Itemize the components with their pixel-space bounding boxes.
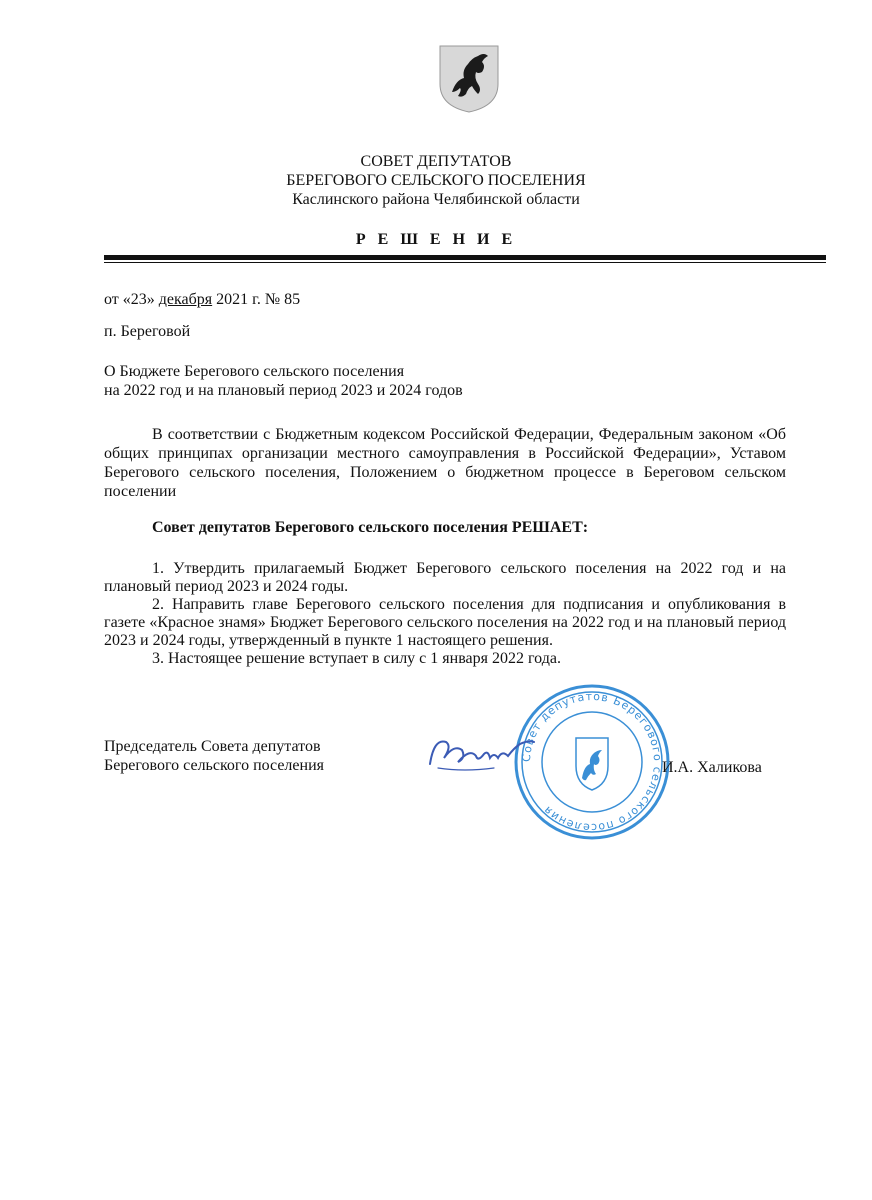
subject-line-2: на 2022 год и на плановый период 2023 и 2024 годов [104,382,463,399]
date-prefix: от «23» [104,291,155,308]
item-2: 2. Направить главе Берегового сельского поселения для подписания и опубликования в газете «Красное знамя» Бюджет Берегового сельского поселения на 2022 год и на плановый период 2023 и 2024 годы, утвержденный в пункте 1 настоящего решения. [104,596,786,649]
settlement-name: БЕРЕГОВОГО СЕЛЬСКОГО ПОСЕЛЕНИЯ [286,172,586,189]
header-divider-thin [104,262,826,263]
document-type: Р Е Ш Е Н И Е [355,231,517,248]
handwritten-signature [424,728,544,778]
date-rest: 2021 г. № 85 [216,291,301,308]
council-name: СОВЕТ ДЕПУТАТОВ [360,153,512,170]
subject-line-1: О Бюджете Берегового сельского поселения [104,363,405,380]
position-line-2: Берегового сельского поселения [104,757,324,774]
preamble [104,425,786,501]
document-date [104,290,300,309]
place: п. Береговой [104,323,191,340]
region-name: Каслинского района Челябинской области [292,191,580,208]
resolves-heading: Совет депутатов Берегового сельского поселения РЕШАЕТ: [152,519,589,536]
signatory-name: И.А. Халикова [662,759,762,776]
coat-of-arms-icon [438,44,500,114]
item-3: 3. Настоящее решение вступает в силу с 1 января 2022 года. [152,650,561,667]
header-divider [104,255,826,260]
position-line-1: Председатель Совета депутатов [104,738,321,755]
signatory-position [104,737,324,775]
date-month: декабря [158,291,213,308]
resolution-items [104,560,786,668]
preamble-text: В соответствии с Бюджетным кодексом Российской Федерации, Федеральным законом «Об общих принципах организации местного самоуправления в Российской Федерации», Уставом Берегового сельского поселения, Положением о бюджетном процессе в Береговом сельском поселении [104,426,786,500]
item-1: 1. Утвердить прилагаемый Бюджет Берегового сельского поселения на 2022 год и на плановый период 2023 и 2024 годы. [104,560,786,595]
stamp-text: Совет депутатов Берегового сельского поселения [519,689,665,835]
